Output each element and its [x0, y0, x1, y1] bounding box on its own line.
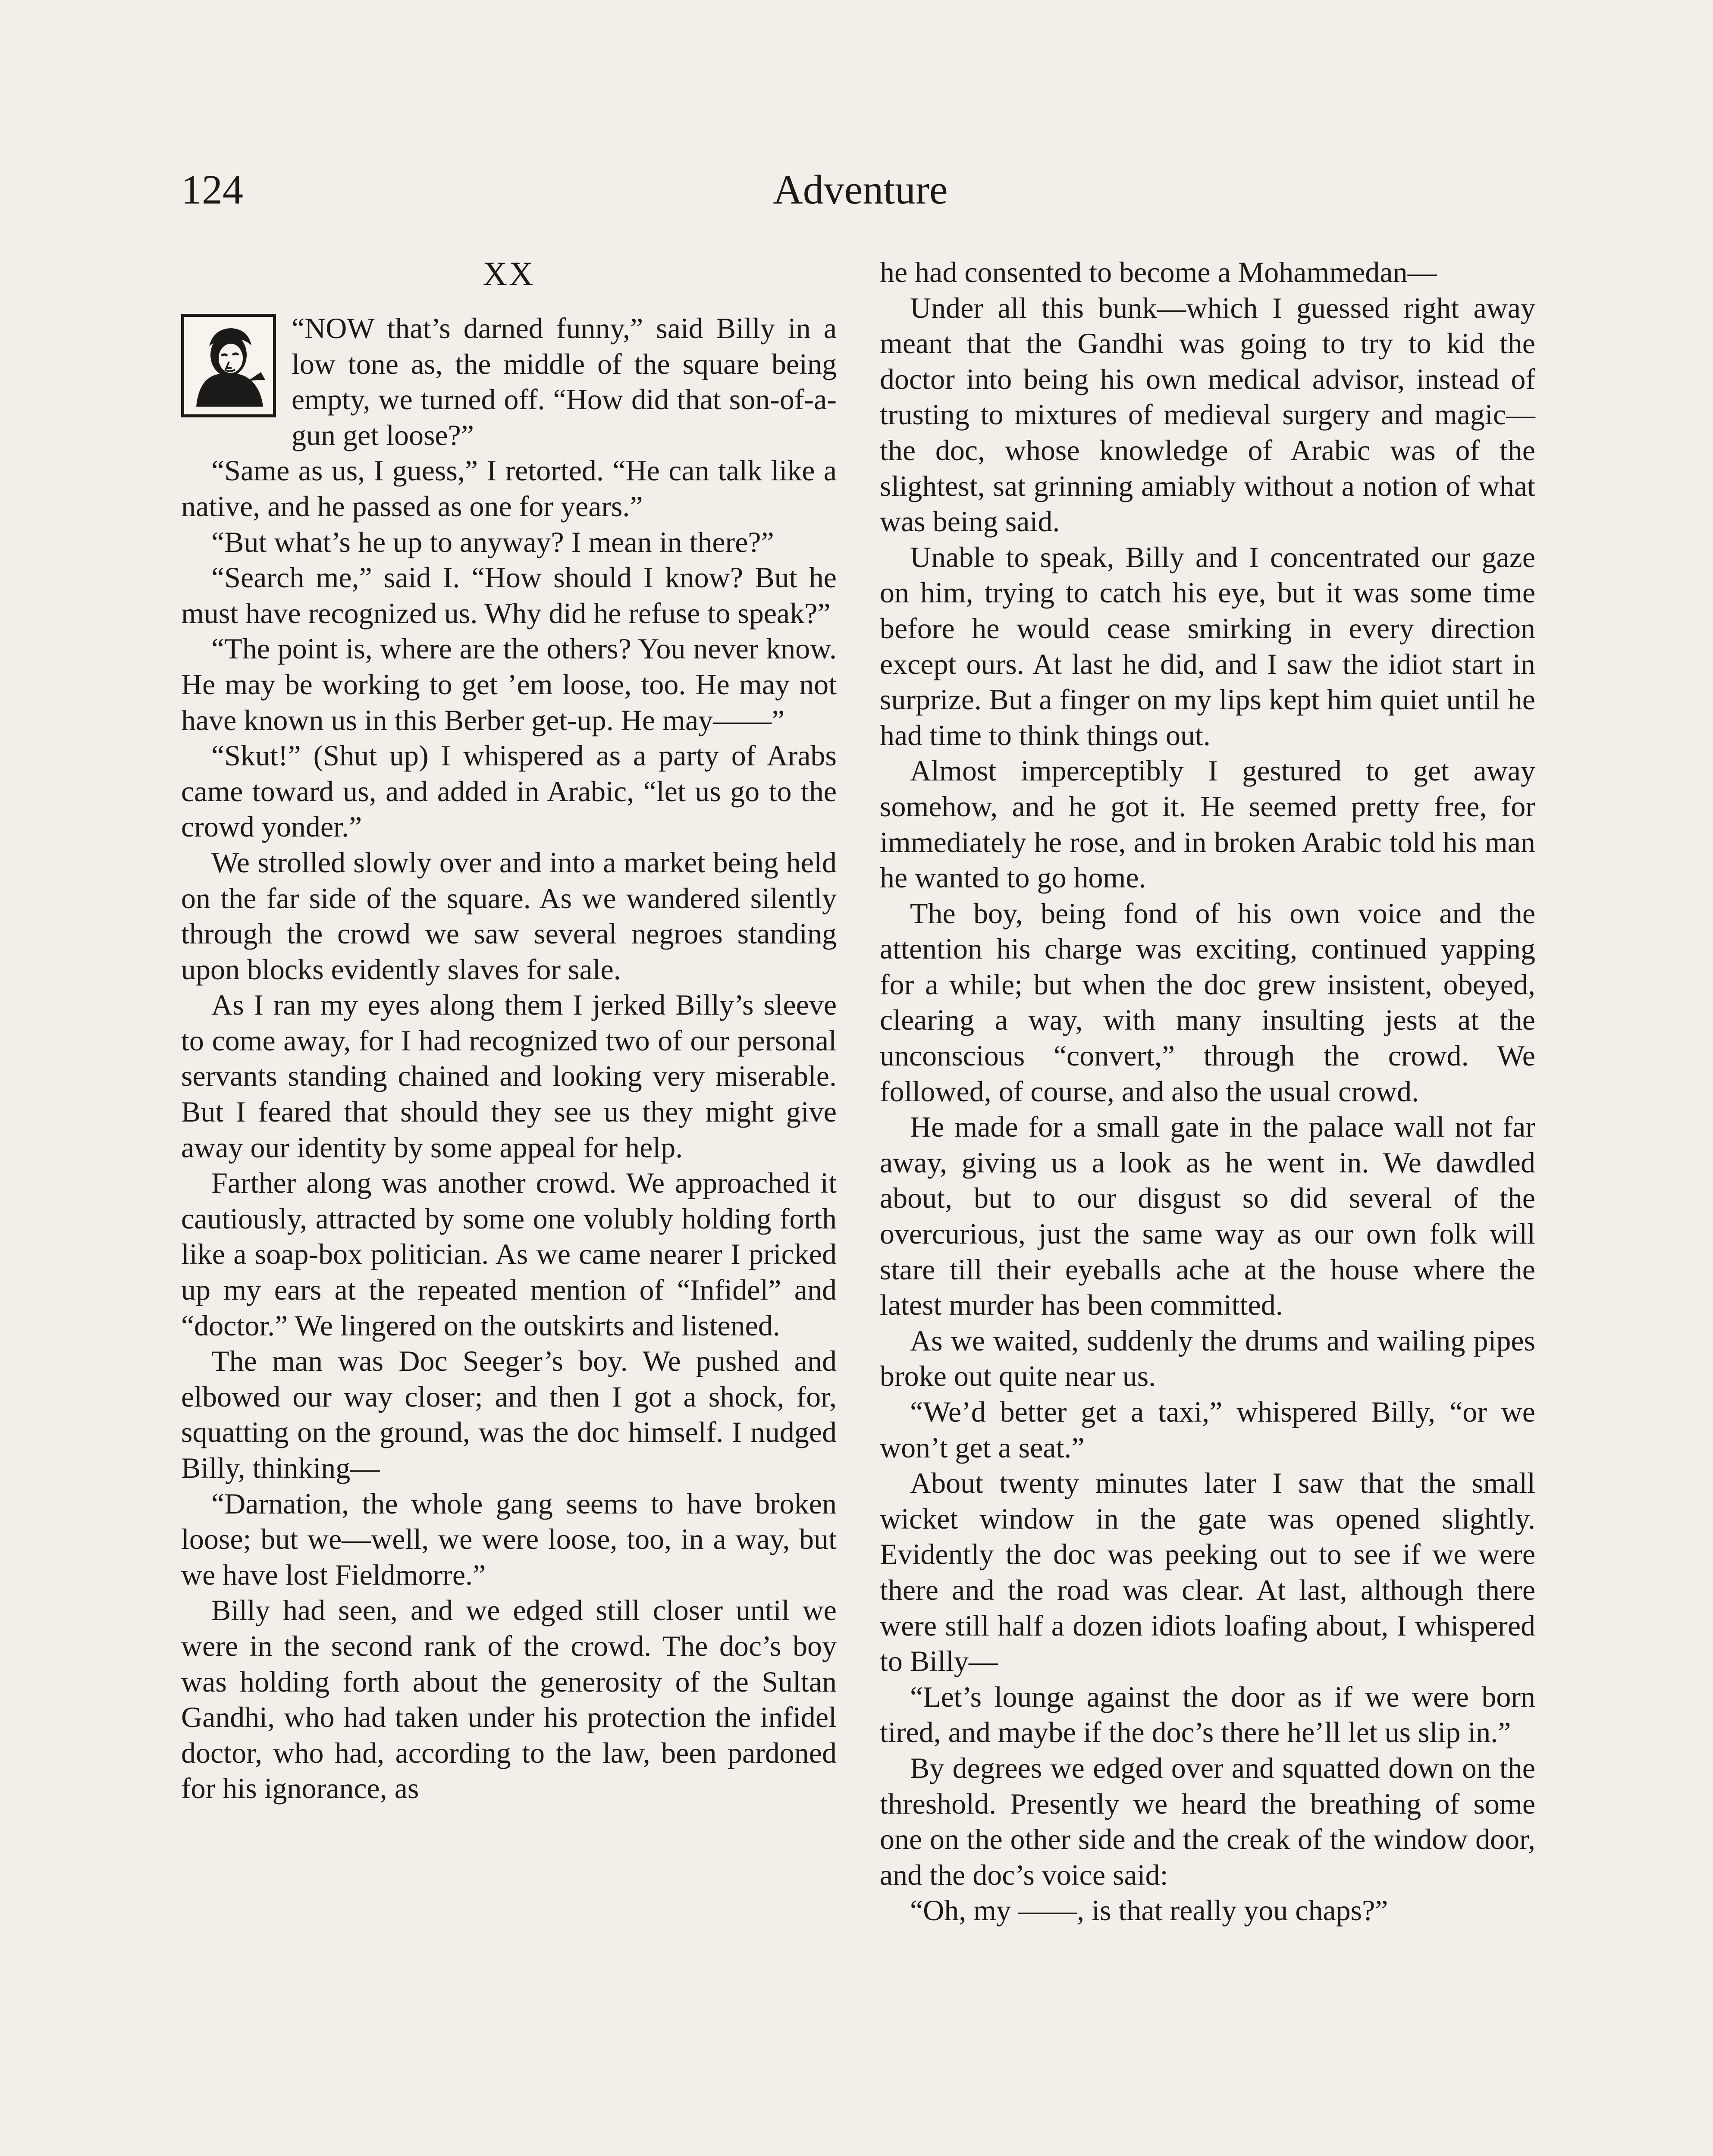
paragraph: “NOW that’s darned funny,” said Billy in a low tone as, the middle of the square being empty, we turned off. “How did that son-of-a-gun get loose?” [292, 312, 837, 451]
page-header [181, 164, 1540, 250]
paragraph: “Darnation, the whole gang seems to have broken loose; but we—well, we were loose, too, in a way, but we have lost Fieldmorre.” [181, 1487, 837, 1591]
paragraph: Under all this bunk—which I guessed right away meant that the Gandhi was going to try to kid the doctor into being his own medical advisor, instead of trusting to mixtures of medieval surgery and magic—the doc, whose knowledge of Arabic was of the slightest, sat grinning amiably without a notion of what was being said. [880, 291, 1535, 538]
paragraph: “Oh, my ——, is that really you chaps?” [910, 1894, 1388, 1927]
paragraph: As we waited, suddenly the drums and wailing pipes broke out quite near us. [880, 1324, 1535, 1393]
paragraph: He made for a small gate in the palace wall not far away, giving us a look as he went in. We dawdled about, but to our disgust so did several of the overcurious, just the same way as our own folk will stare till their eyeballs ache at the house where the latest murder has been committed. [880, 1110, 1535, 1322]
paragraph: Unable to speak, Billy and I concentrated our gaze on him, trying to catch his eye, but it was some time before he would cease smirking in every direction except ours. At last he did, and I saw the idiot start in surprize. But a finger on my lips kept him quiet until he had time to think things out. [880, 540, 1535, 752]
paragraph: We strolled slowly over and into a market being held on the far side of the square. As we wandered silently through the crowd we saw several negroes standing upon blocks evidently slaves for sale. [181, 846, 837, 986]
left-column [181, 254, 837, 1806]
paragraph: “We’d better get a taxi,” whispered Billy, “or we won’t get a seat.” [880, 1395, 1535, 1464]
page-number: 124 [181, 166, 243, 213]
paragraph: he had consented to become a Mohammedan— [880, 256, 1437, 288]
paragraph: “Skut!” (Shut up) I whispered as a party of Arabs came toward us, and added in Arabic, “let us go to the crowd yonder.” [181, 739, 837, 843]
paragraph: “But what’s he up to anyway? I mean in there?” [211, 525, 774, 558]
paragraph: As I ran my eyes along them I jerked Billy’s sleeve to come away, for I had recognized two of our personal servants standing chained and looking very miserable. But I feared that should they see us they might give away our identity by some appeal for help. [181, 988, 837, 1164]
illustrated-initial-icon [181, 314, 276, 417]
paragraph: The man was Doc Seeger’s boy. We pushed and elbowed our way closer; and then I got a shock, for, squatting on the ground, was the doc himself. I nudged Billy, thinking— [181, 1344, 837, 1484]
paragraph: The boy, being fond of his own voice and the attention his charge was exciting, continued yapping for a while; but when the doc grew insistent, obeyed, clearing a way, with many insulting jests at the unconscious “convert,” through the crowd. We followed, of course, and also the usual crowd. [880, 896, 1535, 1108]
chapter-heading: XX [483, 255, 535, 292]
paragraph: “The point is, where are the others? You never know. He may be working to get ’em loose, too. He may not have known us in this Berber get-up. He may——” [181, 632, 837, 736]
paragraph: Billy had seen, and we edged still closer until we were in the second rank of the crowd. The doc’s boy was holding forth about the generosity of the Sultan Gandhi, who had taken under his protection the infidel doctor, who had, according to the law, been pardoned for his ignorance, as [181, 1594, 837, 1805]
paragraph: By degrees we edged over and squatted down on the threshold. Presently we heard the breathing of some one on the other side and the creak of the window door, and the doc’s voice said: [880, 1751, 1535, 1891]
paragraph: “Search me,” said I. “How should I know? But he must have recognized us. Why did he refuse to speak?” [181, 561, 837, 630]
right-column [880, 254, 1535, 1928]
paragraph: Farther along was another crowd. We approached it cautiously, attracted by some one volubly holding forth like a soap-box politician. As we came nearer I pricked up my ears at the repeated mention of “Infidel” and “doctor.” We lingered on the outskirts and listened. [181, 1166, 837, 1342]
running-title: Adventure [773, 166, 948, 213]
paragraph: “Let’s lounge against the door as if we were born tired, and maybe if the doc’s there he’ll let us slip in.” [880, 1680, 1535, 1749]
paragraph: “Same as us, I guess,” I retorted. “He can talk like a native, and he passed as one for years.” [181, 454, 837, 523]
paragraph: About twenty minutes later I saw that the small wicket window in the gate was opened slightly. Evidently the doc was peeking out to see if we were there and the road was clear. At last, although there were still half a dozen idiots loafing about, I whispered to Billy— [880, 1467, 1535, 1678]
paragraph: Almost imperceptibly I gestured to get away somehow, and he got it. He seemed pretty free, for immediately he rose, and in broken Arabic told his man he wanted to go home. [880, 754, 1535, 894]
